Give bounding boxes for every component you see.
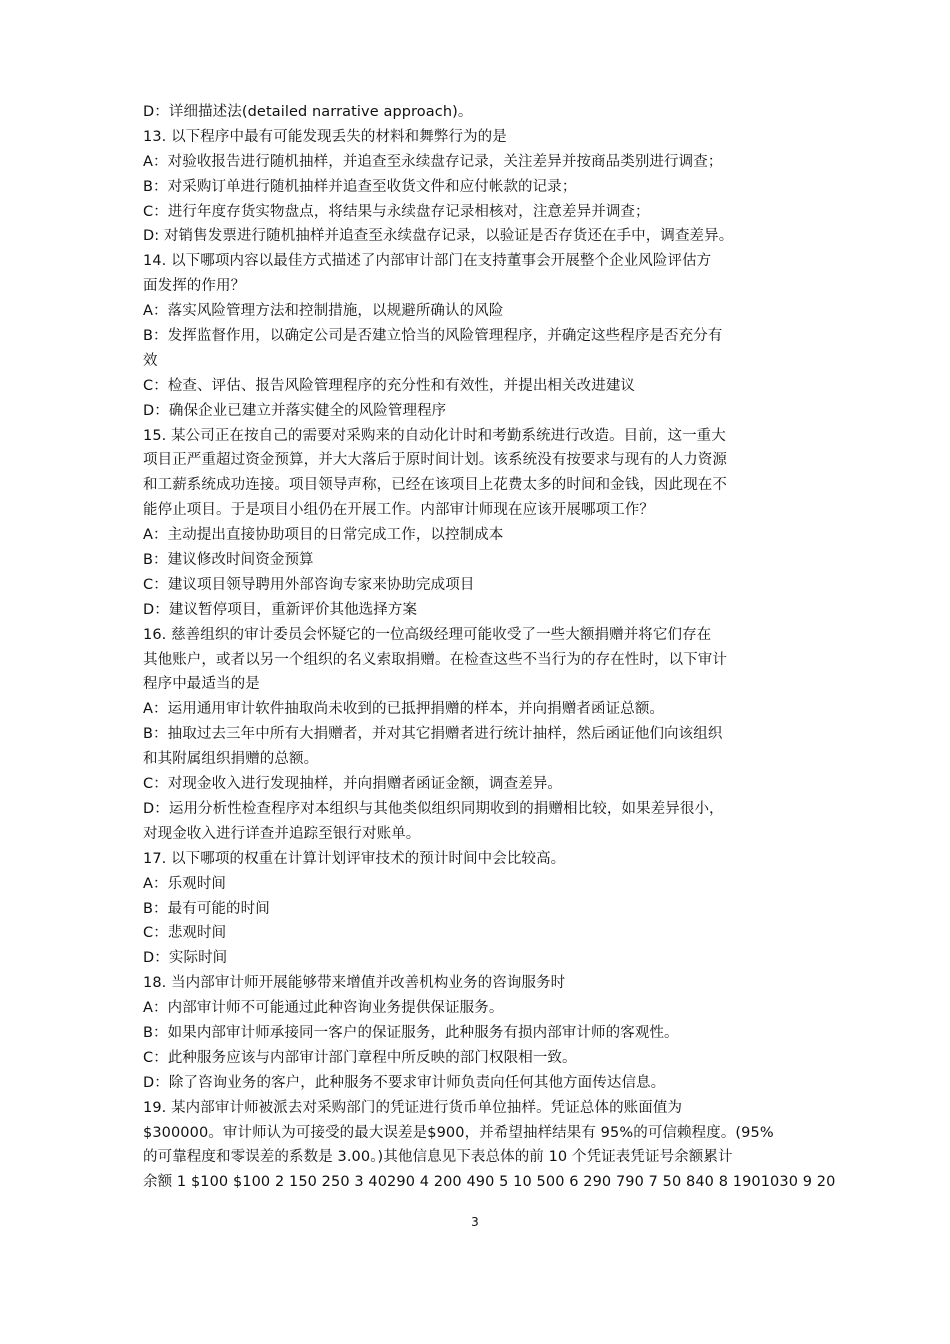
- text-line: 19. 某内部审计师被派去对采购部门的凭证进行货币单位抽样。凭证总体的账面值为: [143, 1099, 683, 1116]
- text-line: B：建议修改时间资金预算: [143, 552, 314, 569]
- text-line: D：除了咨询业务的客户，此种服务不要求审计师负责向任何其他方面传达信息。: [143, 1074, 666, 1091]
- text-line: B：最有可能的时间: [143, 900, 270, 917]
- text-line: D: 对销售发票进行随机抽样并追查至永续盘存记录，以验证是否存货还在手中，调查差异。: [143, 228, 734, 245]
- text-line: 14. 以下哪项内容以最佳方式描述了内部审计部门在支持董事会开展整个企业风险评估方: [143, 253, 712, 270]
- text-line: 的可靠程度和零误差的系数是 3.00。)其他信息见下表总体的前 10 个凭证表凭证号余额累计: [143, 1149, 733, 1166]
- text-line: D：详细描述法(detailed narrative approach)。: [143, 104, 473, 120]
- text-line: 对现金收入进行详查并追踪至银行对账单。: [143, 825, 421, 842]
- text-line: A：乐观时间: [143, 875, 227, 892]
- text-line: C：悲观时间: [143, 925, 227, 942]
- text-line: D：确保企业已建立并落实健全的风险管理程序: [143, 402, 447, 419]
- text-line: 余额 1 $100 $100 2 150 250 3 40290 4 200 490 5 10 500 6 290 790 7 50 840 8 1901030 9 20: [143, 1174, 836, 1191]
- text-line: B：对采购订单进行随机抽样并追查至收货文件和应付帐款的记录；: [143, 178, 577, 195]
- text-line: C：对现金收入进行发现抽样，并向捐赠者函证金额，调查差异。: [143, 776, 563, 793]
- text-line: B：如果内部审计师承接同一客户的保证服务，此种服务有损内部审计师的客观性。: [143, 1024, 679, 1041]
- text-line: 效: [143, 352, 158, 369]
- text-line: 面发挥的作用？: [143, 278, 246, 295]
- text-line: A：主动提出直接协助项目的日常完成工作，以控制成本: [143, 527, 504, 544]
- text-line: A：运用通用审计软件抽取尚未收到的已抵押捐赠的样本，并向捐赠者函证总额。: [143, 701, 665, 718]
- text-line: 16. 慈善组织的审计委员会怀疑它的一位高级经理可能收受了一些大额捐赠并将它们存在: [143, 626, 712, 643]
- document-body: [143, 100, 836, 1195]
- text-line: 能停止项目。于是项目小组仍在开展工作。内部审计师现在应该开展哪项工作？: [143, 502, 654, 519]
- text-line: 程序中最适当的是: [143, 676, 260, 693]
- text-line: 和工薪系统成功连接。项目领导声称，已经在该项目上花费太多的时间和金钱，因此现在不: [143, 477, 727, 494]
- text-line: 项目正严重超过资金预算，并大大落后于原时间计划。该系统没有按要求与现有的人力资源: [143, 452, 727, 469]
- text-line: A：落实风险管理方法和控制措施，以规避所确认的风险: [143, 303, 504, 320]
- page-number: 3: [471, 1215, 479, 1229]
- text-line: $300000。审计师认为可接受的最大误差是$900，并希望抽样结果有 95%的可信赖程度。(95%: [143, 1124, 774, 1141]
- text-line: D：建议暂停项目，重新评价其他选择方案: [143, 601, 418, 618]
- text-line: 15. 某公司正在按自己的需要对采购来的自动化计时和考勤系统进行改造。目前，这一重大: [143, 427, 726, 444]
- text-line: 17. 以下哪项的权重在计算计划评审技术的预计时间中会比较高。: [143, 850, 566, 867]
- text-line: C：此种服务应该与内部审计部门章程中所反映的部门权限相一致。: [143, 1049, 577, 1066]
- text-line: C：进行年度存货实物盘点，将结果与永续盘存记录相核对，注意差异并调查；: [143, 203, 650, 220]
- text-line: 18. 当内部审计师开展能够带来增值并改善机构业务的咨询服务时: [143, 975, 566, 992]
- text-line: B：抽取过去三年中所有大捐赠者，并对其它捐赠者进行统计抽样，然后函证他们向该组织: [143, 726, 723, 743]
- text-line: A：对验收报告进行随机抽样，并追查至永续盘存记录，关注差异并按商品类别进行调查；: [143, 153, 723, 170]
- text-line: B：发挥监督作用，以确定公司是否建立恰当的风险管理程序，并确定这些程序是否充分有: [143, 328, 723, 345]
- text-line: 13. 以下程序中最有可能发现丢失的材料和舞弊行为的是: [143, 128, 507, 145]
- text-line: 其他账户，或者以另一个组织的名义索取捐赠。在检查这些不当行为的存在性时，以下审计: [143, 651, 727, 668]
- text-line: A：内部审计师不可能通过此种咨询业务提供保证服务。: [143, 1000, 504, 1017]
- text-line: C：检查、评估、报告风险管理程序的充分性和有效性，并提出相关改进建议: [143, 377, 636, 394]
- text-line: D：实际时间: [143, 950, 228, 967]
- text-line: D：运用分析性检查程序对本组织与其他类似组织同期收到的捐赠相比较，如果差异很小，: [143, 800, 724, 817]
- text-line: 和其附属组织捐赠的总额。: [143, 751, 319, 768]
- text-line: C：建议项目领导聘用外部咨询专家来协助完成项目: [143, 576, 475, 593]
